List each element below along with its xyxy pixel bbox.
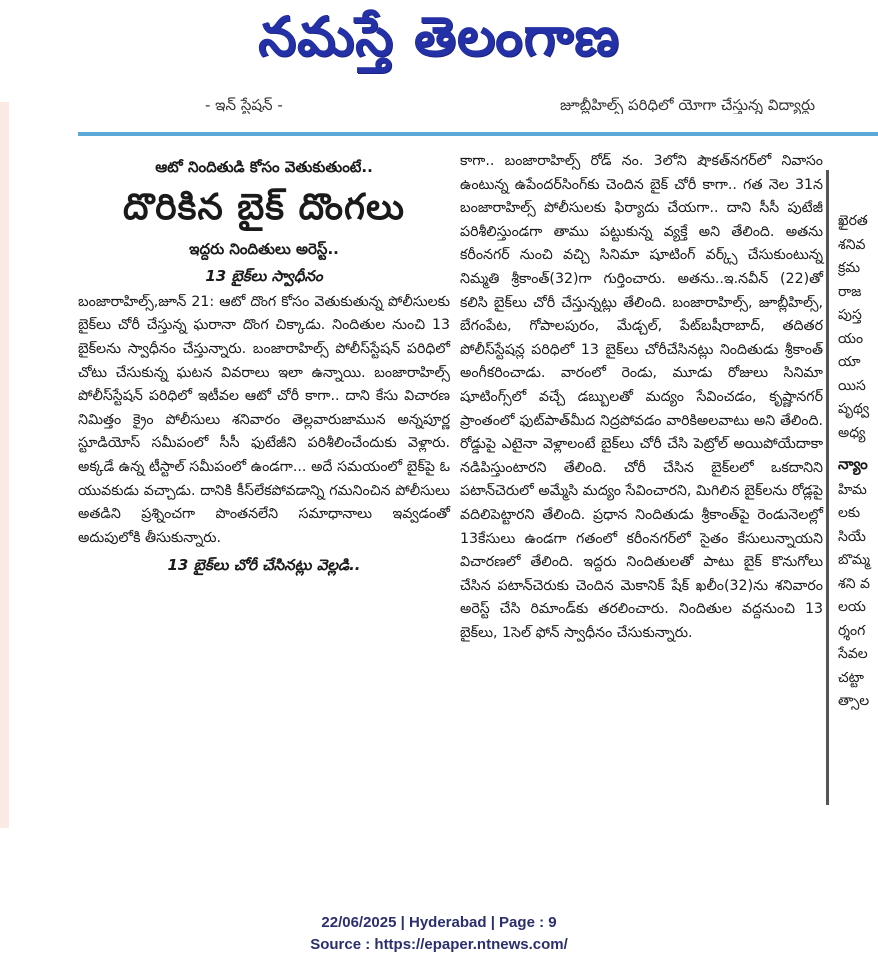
article-headline: దొరికిన బైక్ దొంగలు	[122, 186, 406, 228]
edge-line: త్సాల	[838, 693, 870, 709]
edge-heading: న్యాం	[838, 455, 868, 473]
edge-line: సేవల	[838, 646, 868, 662]
page-edge-strip	[0, 102, 9, 828]
edge-line: రాజ	[838, 283, 862, 300]
article-kicker: ఆటో నిందితుడి కోసం వెతుకుతుంటే..	[155, 158, 373, 176]
footer-source-line: Source : https://epaper.ntnews.com/	[310, 936, 568, 953]
edge-line: శనివ	[838, 236, 866, 253]
edge-line: అధ్య	[838, 424, 866, 441]
edge-line: ర్శంగ	[838, 622, 866, 639]
cropped-top-text-right: జూబ్లీహిల్స్ పరిధిలో యోగా చేస్తున్న విద్యార్థు	[560, 96, 816, 114]
edge-line: హిమ	[838, 481, 867, 498]
edge-line: శని వ	[838, 575, 870, 592]
newspaper-logo: నమస్తే తెలంగాణ	[258, 5, 620, 68]
edge-line: క్రమ	[838, 260, 861, 276]
footer-date-line: 22/06/2025 | Hyderabad | Page : 9	[321, 914, 557, 931]
article-column-1	[78, 150, 450, 580]
article-column-2	[460, 150, 823, 645]
adjacent-article-cropped	[838, 210, 878, 810]
cropped-top-text-left: - ఇన్ స్టేషన్ -	[205, 96, 283, 114]
edge-line: యం	[838, 330, 864, 347]
article-subhead-2: 13 బైక్‌లు చోరీ చేసినట్లు వెల్లడి..	[167, 556, 361, 575]
edge-line: ఖైరత	[838, 213, 868, 229]
edge-line: చట్టా	[838, 669, 864, 686]
article-deck: ఇద్దరు నిందితులు అరెస్ట్..	[189, 239, 339, 258]
edge-line: పృథ్వ	[838, 401, 870, 417]
article-paragraph-1: బంజారాహిల్స్,జూన్ 21: ఆటో దొంగ కోసం వెతుకుతున్న పోలీసులకు బైక్‌లు చోరీ చేస్తున్న ఘరానా దొంగ చిక్కాడు. నిందితుల నుంచి 13 బైక్‌లను స్వాధీనం చేస్తున్నారు. బంజారాహిల్స్ పోలీస్‌స్టేషన్ పరిధిలో చోటు చేసుకున్న ఘటన వివరాలు ఇలా ఉన్నాయి. బంజారాహిల్స్ పోలీస్‌స్టేషన్ పరిధిలో ఇటీవల ఆటో చోరీ కాగా.. దాని కేసు విచారణ నిమిత్తం క్రైం పోలీసులు శనివారం తెల్లవారుజామున అన్నపూర్ణ స్టూడియోస్ సమీపంలో సీసీ ఫుటేజీని పరిశీలించేందుకు వెళ్లారు. అక్కడే ఉన్న టీస్టాల్ సమీపంలో ఉండగా... అదే సమయంలో బైక్‌పై ఓ యువకుడు వచ్చాడు. దానికి కీస్‌లేకపోవడాన్ని గమనించిన పోలీసులు అతడిని ప్రశ్నించగా పొంతనలేని సమాధానాలు ఇవ్వడంతో అదుపులోకి తీసుకున్నారు.	[78, 293, 450, 546]
masthead	[0, 0, 878, 78]
edge-line: యిస	[838, 377, 866, 394]
section-rule	[78, 132, 878, 136]
edge-line: సియే	[838, 528, 866, 545]
column-divider	[826, 170, 829, 805]
edge-line: పుస్త	[838, 307, 862, 323]
edge-line: బొమ్మ	[838, 552, 870, 568]
article-paragraph-2: కాగా.. బంజారాహిల్స్ రోడ్ నం. 3లోని షౌకత్‌నగర్‌లో నివాసం ఉంటున్న ఉపేందర్‌సింగ్‌కు చెందిన బైక్ చోరీ కాగా.. గత నెల 31న బంజారాహిల్స్ పోలీసులకు ఫిర్యాదు చేయగా.. దాని సీసీ పుటేజీ పరిశీలిస్తుండగా తాము పట్టుకున్న వ్యక్తే అని తేలింది. అతను కరీంనగర్ నుంచి వచ్చి సినిమా షూటింగ్ వర్క్స్ చేసుకుంటున్న నిమ్మతి శ్రీకాంత్(32)గా గుర్తించారు. అతను..ఇ.నవీన్ (22)తో కలిసి బైక్‌లు చోరీ చేస్తున్నట్లు తేలింది. బంజారాహిల్స్, జూబ్లీహిల్స్, బేగంపేట, గోపాలపురం, మేడ్చల్, పేట్‌బషీరాబాద్, తదితర పోలీస్‌స్టేషన్ల పరిధిలో 13 బైక్‌లు చోరీచేసినట్లు నిందితుడు శ్రీకాంత్ అంగీకరించాడు. వారంలో రెండు, మూడు రోజులు సినిమా షూటింగ్స్‌లో వచ్చే డబ్బులతో మద్యం సేవించడం, కృష్ణానగర్ ప్రాంతంలో ఫుట్‌పాత్‌మీద నిద్రపోవడం వారికిఅలవాటు అని తేలింది. రోడ్డుపై ఎటైనా వెళ్లాలంటే బైక్‌లు చోరీ చేసి పెట్రోల్ అయిపోయేదాకా నడిపిస్తుంటారని తేలింది. చోరీ చేసిన బైక్‌లలో ఒకదానిని పటాన్‌చెరులో అమ్మేసి మద్యం సేవించారని, మిగిలిన బైక్‌లను రోడ్లపై వదిలిపెట్టారని తేలింది. ప్రధాన నిందితుడు శ్రీకాంత్‌పై రెండునెలల్లో 13కేసులు ఉండగా గతంలో కరీంనగర్‌లో సైతం కేసులున్నాయని విచారణలో తేలింది. ఇద్దరు నిందితులతో పాటు బైక్ కొనుగోలు చేసిన పటాన్‌చెరుకు చెందిన మెకానిక్ షేక్ ఖలీం(32)ను శనివారం అరెస్ట్ చేసి రిమాండ్‌కు తరలించారు. నిందితుల వద్దనుంచి 13 బైక్‌లు, 1సెల్ ఫోన్ స్వాధీనం చేసుకున్నారు.	[460, 153, 823, 641]
edge-line: లకు	[838, 505, 861, 521]
edge-line: లయ	[838, 599, 866, 615]
edge-line: యా	[838, 354, 861, 370]
article-subhead-1: 13 బైక్‌లు స్వాధీనం	[205, 267, 323, 286]
page-footer	[0, 912, 878, 956]
